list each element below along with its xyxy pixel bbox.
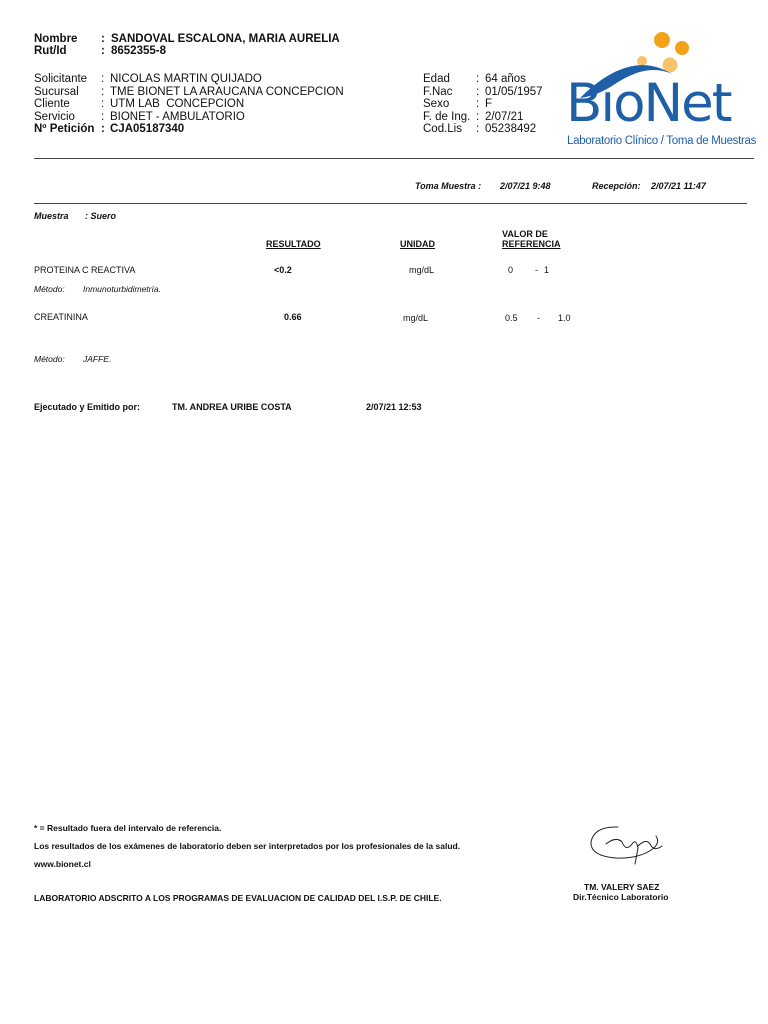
muestra-value: : Suero xyxy=(85,211,117,221)
logo-wordmark: BioNet xyxy=(566,73,731,134)
fnac-value: 01/05/1957 xyxy=(485,86,543,98)
footnote-asterisk: * = Resultado fuera del intervalo de referencia. xyxy=(34,823,222,833)
toma-value: 2/07/21 9:48 xyxy=(500,181,551,191)
servicio-label: Servicio xyxy=(34,111,75,123)
signer-name: TM. VALERY SAEZ xyxy=(584,882,660,892)
fnac-label: F.Nac xyxy=(423,86,453,98)
test-name: PROTEINA C REACTIVA xyxy=(34,265,136,275)
ref-dash: - xyxy=(535,265,538,275)
col-resultado: RESULTADO xyxy=(266,239,321,249)
bionet-logo xyxy=(560,28,760,153)
colon: : xyxy=(101,86,105,98)
edad-label: Edad xyxy=(423,73,450,85)
colon: : xyxy=(101,123,105,135)
accreditation-note: LABORATORIO ADSCRITO A LOS PROGRAMAS DE EVALUACION DE CALIDAD DEL I.S.P. DE CHILE. xyxy=(34,893,442,903)
test-result: 0.66 xyxy=(284,312,302,322)
edad-value: 64 años xyxy=(485,73,526,85)
sample-divider xyxy=(34,203,747,204)
metodo-label: Método: xyxy=(34,284,65,294)
test-name: CREATININA xyxy=(34,312,88,322)
method-value: JAFFE. xyxy=(83,354,112,364)
muestra-label: Muestra xyxy=(34,211,69,221)
colon: : xyxy=(101,111,105,123)
ref-dash: - xyxy=(537,313,540,323)
ejecutado-label: Ejecutado y Emitido por: xyxy=(34,402,141,412)
test-result: <0.2 xyxy=(274,265,292,275)
solicitante-label: Solicitante xyxy=(34,73,88,85)
rut-label: Rut/Id xyxy=(34,45,67,57)
col-referencia-line2: REFERENCIA xyxy=(502,239,561,249)
recepcion-value: 2/07/21 11:47 xyxy=(651,181,706,191)
logo-tagline: Laboratorio Clínico / Toma de Muestras xyxy=(567,135,757,147)
ejecutado-datetime: 2/07/21 12:53 xyxy=(366,402,422,412)
sucursal-label: Sucursal xyxy=(34,86,79,98)
method-value: Inmunoturbidimetría. xyxy=(83,284,161,294)
fing-value: 2/07/21 xyxy=(485,111,524,123)
colon: : xyxy=(101,33,105,45)
test-unit: mg/dL xyxy=(409,265,435,275)
logo-dot xyxy=(637,56,647,66)
ref-low: 0 xyxy=(508,265,514,275)
website-link[interactable]: www.bionet.cl xyxy=(34,859,91,869)
colon: : xyxy=(476,86,480,98)
nombre-label: Nombre xyxy=(34,33,78,45)
colon: : xyxy=(101,45,105,57)
sexo-value: F xyxy=(485,98,493,110)
recepcion-label: Recepción: xyxy=(592,181,641,191)
solicitante-value: NICOLAS MARTIN QUIJADO xyxy=(110,73,262,85)
sucursal-value: TME BIONET LA ARAUCANA CONCEPCION xyxy=(110,86,344,98)
footnote-disclaimer: Los resultados de los exámenes de laboratorio deben ser interpretados por los profesionales de la salud. xyxy=(34,841,461,851)
codlis-label: Cod.Lis xyxy=(423,123,462,135)
colon: : xyxy=(476,111,480,123)
patient-name: SANDOVAL ESCALONA, MARIA AURELIA xyxy=(111,33,340,45)
signature xyxy=(588,822,668,872)
patient-rut: 8652355-8 xyxy=(111,45,166,57)
cliente-value: UTM LAB CONCEPCION xyxy=(110,98,245,110)
colon: : xyxy=(476,98,480,110)
ejecutado-by: TM. ANDREA URIBE COSTA xyxy=(172,402,292,412)
logo-dot xyxy=(675,41,689,55)
toma-label: Toma Muestra : xyxy=(415,181,482,191)
test-unit: mg/dL xyxy=(403,313,429,323)
ref-high: 1.0 xyxy=(558,313,571,323)
colon: : xyxy=(476,73,480,85)
peticion-label: Nº Petición xyxy=(34,123,95,135)
header-divider xyxy=(34,158,754,159)
fing-label: F. de Ing. xyxy=(423,111,471,123)
sexo-label: Sexo xyxy=(423,98,450,110)
colon: : xyxy=(476,123,480,135)
colon: : xyxy=(101,98,105,110)
peticion-value: CJA05187340 xyxy=(110,123,185,135)
logo-dot xyxy=(654,32,670,48)
servicio-value: BIONET - AMBULATORIO xyxy=(110,111,245,123)
ref-low: 0.5 xyxy=(505,313,518,323)
col-unidad: UNIDAD xyxy=(400,239,435,249)
signer-title: Dir.Técnico Laboratorio xyxy=(573,892,669,902)
ref-high: 1 xyxy=(544,265,550,275)
cliente-label: Cliente xyxy=(34,98,70,110)
metodo-label: Método: xyxy=(34,354,65,364)
col-referencia-line1: VALOR DE xyxy=(502,229,548,239)
codlis-value: 05238492 xyxy=(485,123,537,135)
colon: : xyxy=(101,73,105,85)
